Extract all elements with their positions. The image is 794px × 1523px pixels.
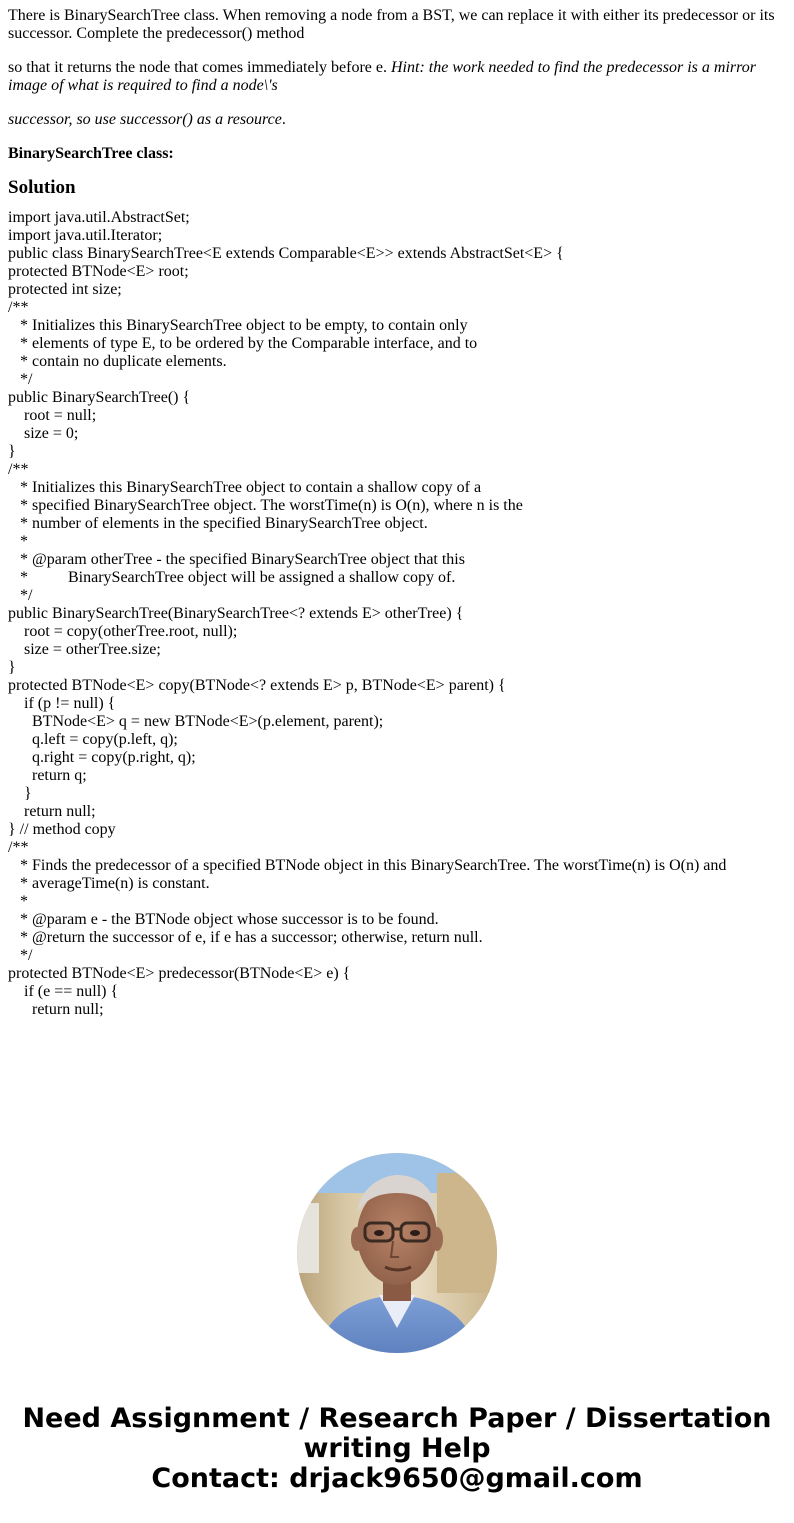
question-paragraph-1 bbox=[8, 7, 788, 43]
code-class-declaration: public class BinarySearchTree<E extends Comparable<E>> extends AbstractSet<E> { protected BTNode<E> root; bbox=[8, 245, 564, 280]
code-size-field: protected int size; bbox=[8, 281, 122, 298]
article-content bbox=[8, 7, 788, 1123]
ad-line-1: Need Assignment / Research Paper / Dissertation bbox=[22, 1403, 772, 1434]
author-photo bbox=[297, 1153, 497, 1353]
class-heading: BinarySearchTree class: bbox=[8, 145, 174, 162]
ad-contact-line: Contact: drjack9650@gmail.com bbox=[151, 1463, 643, 1494]
code-imports: import java.util.AbstractSet; import java.util.Iterator; bbox=[8, 209, 190, 244]
question-text-1: There is BinarySearchTree class. When removing a node from a BST, we can replace it with either its predecessor or its successor. Complete the predecessor() method bbox=[8, 7, 775, 42]
question-text-2: so that it returns the node that comes immediately before e. bbox=[8, 59, 391, 76]
question-hint-end: . bbox=[281, 111, 286, 128]
question-paragraph-3 bbox=[8, 111, 788, 129]
question-hint-1: Hint: the work needed to find the predecessor is a mirror image of what is required to find a node\'s bbox=[8, 59, 756, 94]
help-advertisement bbox=[0, 1404, 794, 1494]
ad-line-2: writing Help bbox=[303, 1433, 491, 1464]
solution-heading: Solution bbox=[8, 177, 76, 198]
code-copy-method: protected BTNode<E> copy(BTNode<? extends E> p, BTNode<E> parent) { if (p != null) { BTNode<E> q = new BTNode<E>(p.element, parent); q.left = copy(p.left, q); q.right = copy(p.right, q); return q; } return null; } // method copy bbox=[8, 677, 506, 838]
author-avatar bbox=[297, 1153, 497, 1353]
code-constructor: /** * Initializes this BinarySearchTree object to be empty, to contain only * elements of type E, to be ordered by the Comparable interface, and to * contain no duplicate elements. */ public BinarySearchTree() { root = null; size = 0; } bbox=[8, 299, 478, 460]
code-predecessor-method: /** * Finds the predecessor of a specified BTNode object in this BinarySearchTree. The worstTime(n) is O(n) and * averageTime(n) is constant. * * @param e - the BTNode object whose successor is to be found. * @return the successor of e, if e has a successor; otherwise, return null. */ protected BTNode<E> predecessor(BTNode<E> e) { if (e == null) { return null; bbox=[8, 839, 727, 1018]
question-paragraph-2 bbox=[8, 59, 788, 95]
code-copy-constructor: /** * Initializes this BinarySearchTree object to contain a shallow copy of a * specified BinarySearchTree object. The worstTime(n) is O(n), where n is the * number of elements in the specified BinarySearchTree object. * * @param otherTree - the specified BinarySearchTree object that this * BinarySearchTree object will be assigned a shallow copy of. */ public BinarySearchTree(BinarySearchTree<? extends E> otherTree) { root = copy(otherTree.root, null); size = otherTree.size; } bbox=[8, 461, 523, 676]
question-hint-2: successor, so use successor() as a resource bbox=[8, 111, 282, 128]
